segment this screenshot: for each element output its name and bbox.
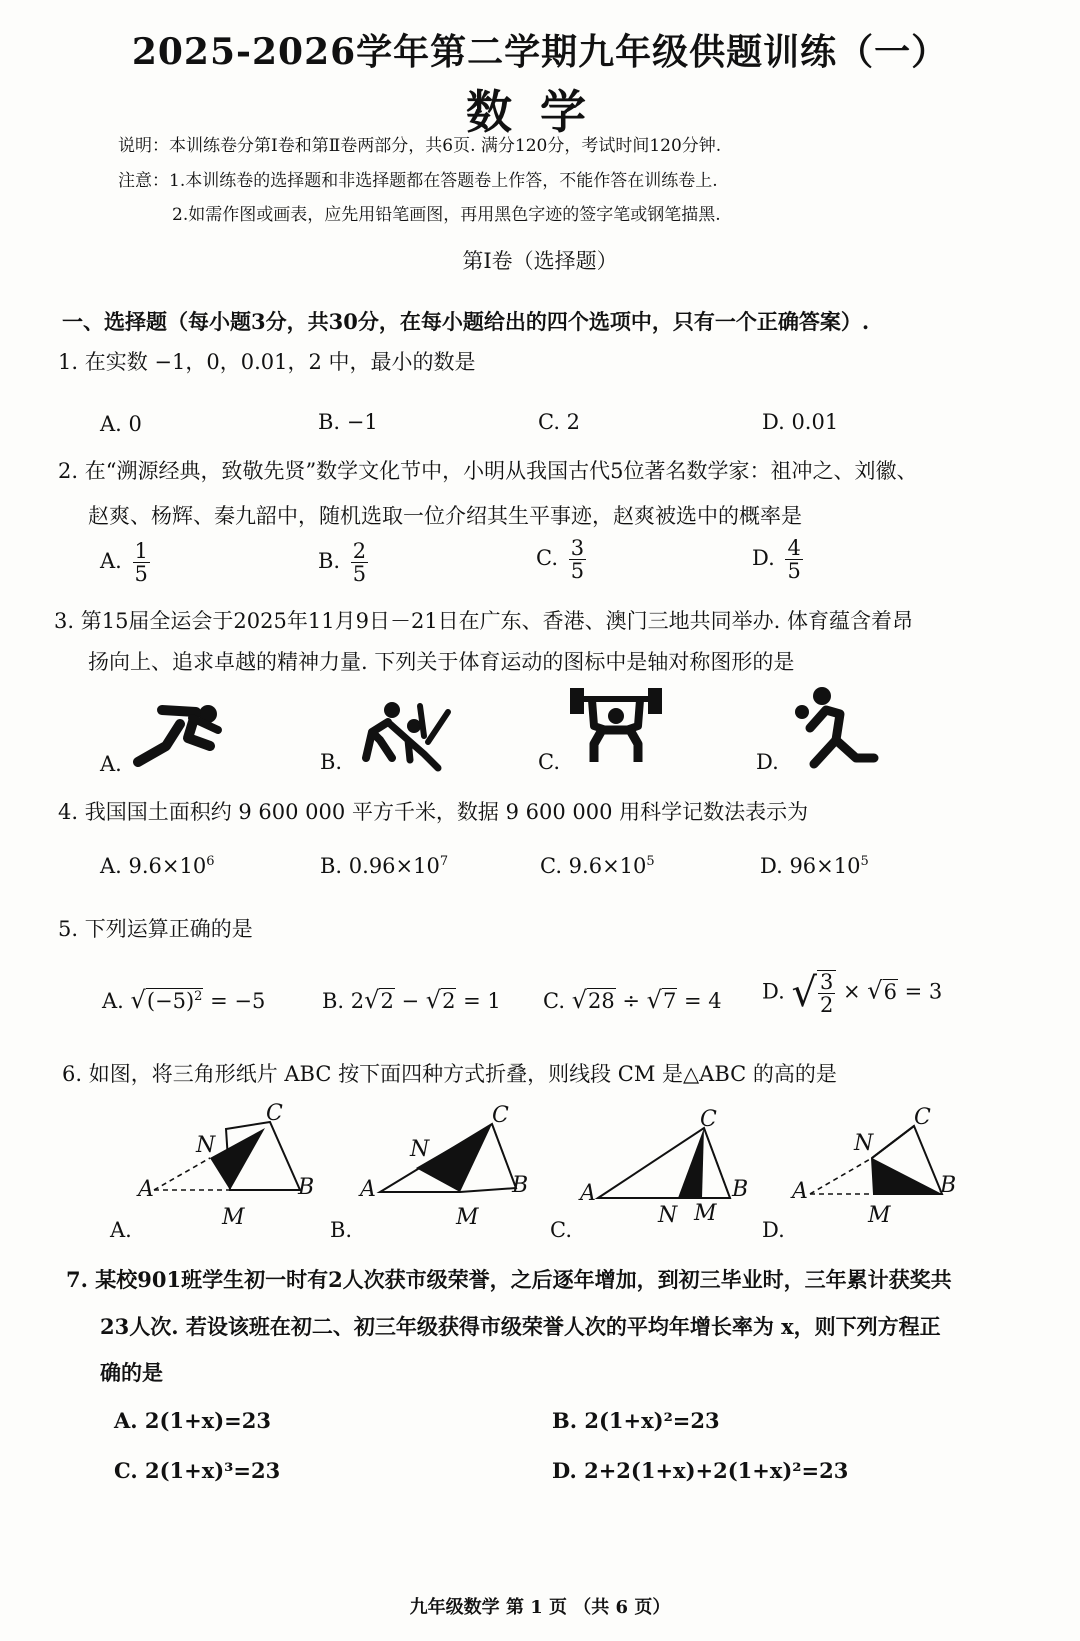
- label-n: N: [196, 1133, 216, 1158]
- label-a: A: [360, 1177, 376, 1202]
- radicand: [146, 988, 204, 1013]
- numerator: 3: [570, 536, 585, 560]
- triangle-figure-a: [130, 1100, 330, 1230]
- label-c: C: [492, 1103, 509, 1128]
- fraction: [785, 537, 802, 582]
- running-icon: [130, 690, 230, 770]
- base: C. 9.6×10: [540, 854, 647, 878]
- exam-description: 说明：本训练卷分第Ⅰ卷和第Ⅱ卷两部分，共6页. 满分120分，考试时间120分钟.: [118, 136, 722, 156]
- operator: ÷: [615, 989, 647, 1013]
- question-2-option-b: [318, 540, 368, 585]
- option-letter: A.: [102, 989, 124, 1013]
- base: B. 0.96×10: [320, 854, 440, 878]
- fraction: [569, 537, 586, 582]
- numerator: 4: [787, 536, 801, 560]
- question-4-option-c: [540, 854, 655, 878]
- label-a: A: [792, 1179, 808, 1204]
- coefficient: 2: [350, 989, 365, 1013]
- exam-notice-1: 注意：1.本训练卷的选择题和非选择题都在答题卷上作答，不能作答在训练卷上.: [118, 171, 718, 191]
- label-b: B: [940, 1173, 957, 1198]
- page-footer: 九年级数学 第 1 页 （共 6 页）: [409, 1597, 671, 1618]
- label-m: M: [456, 1205, 479, 1230]
- label-a: A: [138, 1177, 154, 1202]
- exponent: 5: [646, 854, 655, 869]
- denominator: 5: [570, 559, 585, 584]
- option-letter: B.: [322, 989, 345, 1013]
- base: D. 96×10: [760, 854, 861, 878]
- triangle-figure-d: [790, 1100, 990, 1230]
- radicand-value: (−5): [146, 989, 195, 1013]
- question-7-option-b: B. 2(1+x)²=23: [552, 1408, 720, 1433]
- option-letter: D.: [762, 979, 785, 1004]
- sqrt-sign: √: [791, 970, 817, 1017]
- question-1-option-c: C. 2: [538, 410, 581, 434]
- label-m: M: [868, 1203, 891, 1228]
- question-5-option-c: [543, 986, 722, 1014]
- question-6-option-a: A.: [110, 1218, 132, 1242]
- operator: −: [394, 989, 426, 1013]
- question-2-option-c: [536, 537, 586, 582]
- sqrt-sign: √: [646, 986, 662, 1014]
- question-2-stem-line1: 2. 在“溯源经典，致敬先贤”数学文化节中，小明从我国古代5位著名数学家：祖冲之、刘徽、: [58, 459, 918, 483]
- result: = −5: [203, 989, 266, 1013]
- question-1-option-b: B. −1: [318, 410, 378, 434]
- label-c: C: [914, 1105, 931, 1130]
- question-5-option-b: [322, 986, 501, 1014]
- weightlifting-icon: [566, 684, 666, 766]
- question-1-stem: 1. 在实数 −1，0，0.01，2 中，最小的数是: [58, 350, 476, 374]
- denominator: 5: [352, 562, 367, 587]
- question-6-stem: 6. 如图，将三角形纸片 ABC 按下面四种方式折叠，则线段 CM 是△ABC 的高的是: [62, 1062, 837, 1086]
- question-4-option-a: [100, 854, 215, 878]
- label-n: N: [658, 1203, 678, 1228]
- result: = 4: [677, 989, 722, 1013]
- denominator: 5: [787, 559, 801, 584]
- exam-title: 2025-2026学年第二学期九年级供题训练（一）: [131, 31, 949, 73]
- option-letter: B.: [318, 549, 341, 574]
- question-3-stem-line2: 扬向上、追求卓越的精神力量. 下列关于体育运动的图标中是轴对称图形的是: [88, 650, 795, 674]
- sqrt-sign: √: [130, 986, 146, 1014]
- sqrt-sign: √: [571, 986, 587, 1014]
- fraction: [818, 971, 835, 1016]
- question-5-stem: 5. 下列运算正确的是: [58, 917, 253, 941]
- exponent: 7: [439, 854, 449, 869]
- label-n: N: [854, 1131, 874, 1156]
- sqrt-sign: √: [425, 986, 442, 1014]
- radicand: 2: [442, 989, 456, 1013]
- exam-notice-2: 2.如需作图或画表，应先用铅笔画图，再用黑色字迹的签字笔或钢笔描黑.: [172, 205, 721, 225]
- question-3-stem-line1: 3. 第15届全运会于2025年11月9日－21日在广东、香港、澳门三地共同举办. 体育蕴含着昂: [54, 609, 914, 633]
- question-7-option-c: C. 2(1+x)³=23: [114, 1458, 281, 1483]
- volume-title: 第Ⅰ卷（选择题）: [462, 249, 618, 273]
- exponent: 2: [194, 989, 203, 1004]
- question-1-option-a: A. 0: [100, 412, 142, 436]
- question-5-option-a: [102, 986, 265, 1014]
- question-5-option-d: [762, 970, 942, 1016]
- question-7-stem-line1: 7. 某校901班学生初一时有2人次获市级荣誉，之后逐年增加，到初三毕业时，三年累计获奖共: [66, 1267, 952, 1292]
- radicand: [817, 970, 836, 1016]
- question-6-option-d: D.: [762, 1218, 785, 1242]
- question-4-option-d: [760, 854, 869, 878]
- label-n: N: [410, 1137, 430, 1162]
- question-3-option-b: B.: [320, 750, 343, 774]
- result: = 1: [456, 989, 501, 1013]
- question-2-option-a: [100, 540, 150, 585]
- question-2-stem-line2: 赵爽、杨辉、秦九韶中，随机选取一位介绍其生平事迹，赵爽被选中的概率是: [88, 504, 802, 528]
- question-6-option-b: B.: [330, 1218, 353, 1242]
- base: A. 9.6×10: [100, 854, 207, 878]
- option-letter: D.: [752, 546, 775, 571]
- option-letter: C.: [543, 989, 565, 1013]
- subject-title: 数学: [466, 85, 614, 139]
- operator: ×: [836, 979, 868, 1004]
- triangle-figure-c: [578, 1100, 778, 1230]
- sqrt-sign: √: [364, 986, 380, 1014]
- fraction: [351, 540, 368, 585]
- sqrt-sign: √: [867, 976, 883, 1005]
- fraction: [133, 540, 150, 585]
- question-2-option-d: [752, 537, 803, 582]
- exponent: 5: [860, 854, 869, 869]
- option-letter: A.: [100, 549, 122, 574]
- option-letter: C.: [536, 546, 558, 571]
- section-title: 一、选择题（每小题3分，共30分，在每小题给出的四个选项中，只有一个正确答案）.: [62, 309, 870, 334]
- label-m: M: [222, 1205, 245, 1230]
- exponent: 6: [206, 854, 215, 869]
- wrestling-icon: [352, 696, 462, 771]
- radicand: 2: [380, 989, 394, 1013]
- question-7-option-d: D. 2+2(1+x)+2(1+x)²=23: [552, 1458, 849, 1483]
- numerator: 3: [819, 970, 834, 994]
- radicand: 7: [662, 989, 677, 1013]
- question-4-stem: 4. 我国国土面积约 9 600 000 平方千米，数据 9 600 000 用科学记数法表示为: [58, 800, 809, 824]
- label-b: B: [298, 1175, 315, 1200]
- question-7-stem-line2: 23人次. 若设该班在初二、初三年级获得市级荣誉人次的平均年增长率为 x，则下列方程正: [100, 1314, 941, 1339]
- radicand: 6: [883, 979, 897, 1004]
- label-m: M: [694, 1201, 717, 1226]
- question-3-option-d: D.: [756, 750, 779, 774]
- label-b: B: [732, 1177, 749, 1202]
- radicand: 28: [587, 989, 615, 1013]
- question-3-option-a: A.: [100, 752, 122, 776]
- denominator: 2: [819, 993, 834, 1018]
- question-7-stem-line3: 确的是: [100, 1360, 163, 1385]
- question-6-option-c: C.: [550, 1218, 572, 1242]
- label-a: A: [580, 1181, 596, 1206]
- result: = 3: [897, 979, 943, 1004]
- numerator: 2: [352, 539, 367, 563]
- question-3-option-c: C.: [538, 750, 560, 774]
- label-b: B: [512, 1173, 529, 1198]
- throwing-icon: [786, 684, 886, 766]
- question-4-option-b: [320, 854, 448, 878]
- label-c: C: [266, 1101, 283, 1126]
- numerator: 1: [134, 539, 148, 563]
- denominator: 5: [134, 562, 148, 587]
- question-1-option-d: D. 0.01: [762, 410, 839, 434]
- label-c: C: [700, 1107, 717, 1132]
- triangle-figure-b: [352, 1100, 552, 1230]
- question-7-option-a: A. 2(1+x)=23: [114, 1408, 271, 1433]
